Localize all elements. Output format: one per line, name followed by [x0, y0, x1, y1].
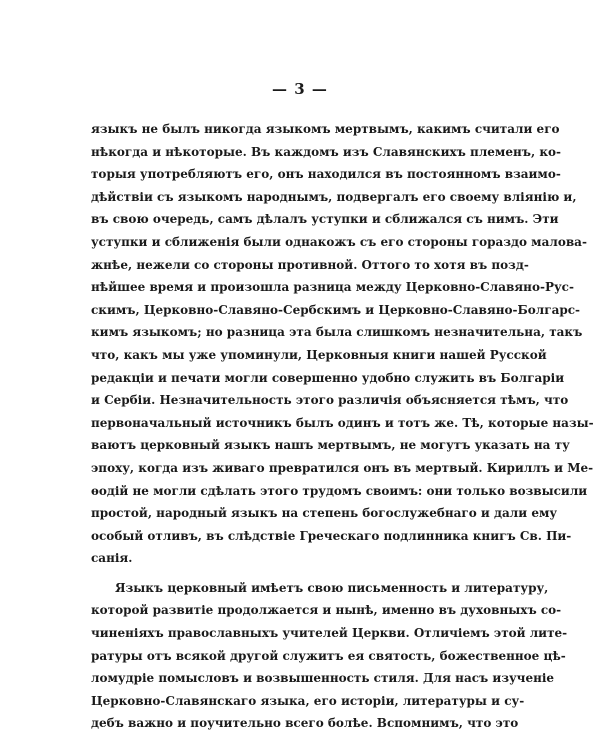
body-text: [91, 118, 594, 735]
text-line: нѣйшее время и произошла разница между Церковно-Славяно-Рус-: [91, 280, 574, 295]
text-line: Языкъ церковный имѣетъ свою письменность и литературу,: [115, 580, 549, 595]
text-line: дѣйствіи съ языкомъ народнымъ, подвергалъ его своему вліянію и,: [91, 189, 577, 204]
text-line: и Сербіи. Незначительность этого различія объясняется тѣмъ, что: [91, 393, 569, 408]
text-line: въ свою очередь, самъ дѣлалъ уступки и сближался съ нимъ. Эти: [91, 212, 559, 227]
text-line: дебъ важно и поучительно всего болѣе. Вспомнимъ, что это: [91, 716, 519, 731]
text-line: эпоху, когда изъ живаго превратился онъ въ мертвый. Кириллъ и Ме-: [91, 460, 594, 475]
paragraph-2: [91, 577, 568, 735]
page-number: — 3 —: [272, 80, 328, 98]
text-line: нѣкогда и нѣкоторые. Въ каждомъ изъ Славянскихъ племенъ, ко-: [91, 144, 561, 159]
text-line: ѳодій не могли сдѣлать этого трудомъ своимъ: они только возвысили: [91, 483, 588, 498]
paragraph-gap: [91, 570, 511, 577]
text-line: чиненіяхъ православныхъ учителей Церкви. Отличіемъ этой лите-: [91, 626, 568, 641]
text-line: что, какъ мы уже упоминули, Церковныя книги нашей Русской: [91, 347, 547, 362]
text-line: ваютъ церковный языкъ нашъ мертвымъ, не могутъ указать на ту: [91, 438, 570, 453]
text-line: первоначальный источникъ былъ одинъ и тотъ же. Тѣ, которые назы-: [91, 415, 594, 430]
paragraph-1: [91, 118, 594, 570]
text-line: санія.: [91, 551, 133, 566]
text-line: Церковно-Славянскаго языка, его исторіи, литературы и су-: [91, 693, 525, 708]
text-line: редакціи и печати могли совершенно удобно служить въ Болгаріи: [91, 370, 565, 385]
text-line: скимъ, Церковно-Славяно-Сербскимъ и Церковно-Славяно-Болгарс-: [91, 302, 581, 317]
text-line: которой развитіе продолжается и нынѣ, именно въ духовныхъ со-: [91, 603, 562, 618]
text-line: торыя употребляютъ его, онъ находился въ постоянномъ взаимо-: [91, 167, 561, 182]
text-line: уступки и сближенія были однакожъ съ его стороны гораздо малова-: [91, 234, 587, 249]
text-line: кимъ языкомъ; но разница эта была слишкомъ незначительна, такъ: [91, 325, 583, 340]
text-line: жнѣе, нежели со стороны противной. Оттого то хотя въ позд-: [91, 257, 529, 272]
text-line: ратуры отъ всякой другой служитъ ея святость, божественное цѣ-: [91, 648, 566, 663]
text-line: языкъ не былъ никогда языкомъ мертвымъ, какимъ считали его: [91, 122, 560, 136]
text-line: простой, народный языкъ на степень богослужебнаго и дали ему: [91, 506, 558, 521]
text-line: ломудріе помысловъ и возвышенность стиля. Для насъ изученіе: [91, 671, 555, 686]
text-line: особый отливъ, въ слѣдствіе Греческаго подлинника книгъ Св. Пи-: [91, 528, 572, 543]
